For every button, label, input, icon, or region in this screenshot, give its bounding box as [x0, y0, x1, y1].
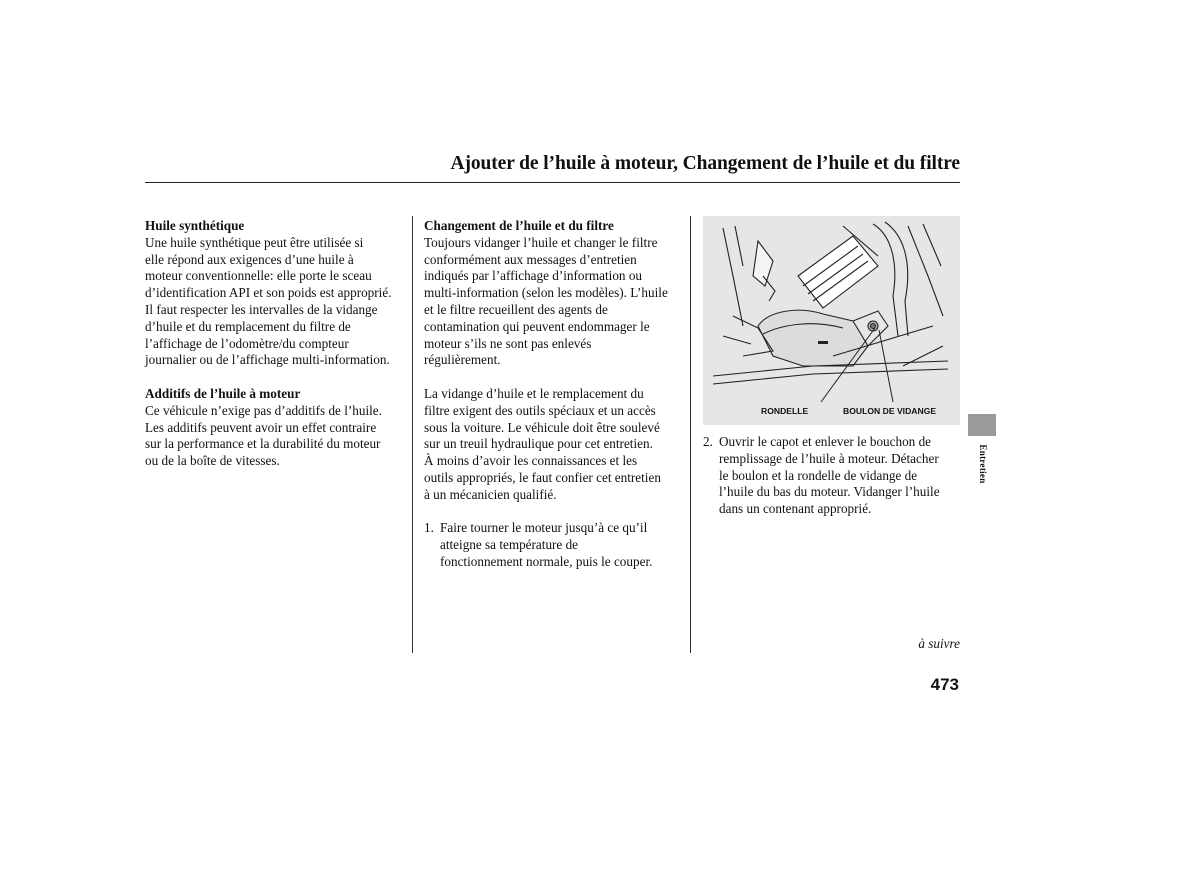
text-line: Les additifs peuvent avoir un effet contraire — [145, 419, 377, 435]
text-line: filtre exigent des outils spéciaux et un accès — [424, 402, 656, 418]
middle-column — [424, 218, 686, 571]
text-line: moteur s’ils ne sont pas enlevés — [424, 335, 592, 351]
oil-change-paragraph-1 — [424, 235, 686, 369]
page-title: Ajouter de l’huile à moteur, Changement de l’huile et du filtre — [450, 153, 960, 174]
drain-bolt-illustration — [703, 216, 960, 425]
text-line: conformément aux messages d’entretien — [424, 251, 637, 267]
text-line: multi-information (selon les modèles). L’huile — [424, 285, 668, 301]
step-2 — [703, 434, 959, 518]
text-line: régulièrement. — [424, 352, 501, 368]
text-line: contamination qui peuvent endommager le — [424, 318, 650, 334]
page-number: 473 — [930, 675, 959, 694]
text-line: outils appropriés, le faut confier cet entretien — [424, 469, 661, 485]
column-divider — [412, 216, 413, 653]
engine-underside-drawing — [703, 216, 960, 425]
text-line: fonctionnement normale, puis le couper. — [440, 553, 653, 569]
column-divider — [690, 216, 691, 653]
text-line: indiqués par l’affichage d’information ou — [424, 268, 643, 284]
text-line: La vidange d’huile et le remplacement du — [424, 385, 644, 401]
section-tab — [968, 414, 996, 436]
text-line: à un mécanicien qualifié. — [424, 486, 557, 502]
text-line: elle répond aux exigences d’une huile à — [145, 251, 354, 267]
right-column — [703, 434, 959, 518]
continued-label: à suivre — [918, 636, 960, 651]
text-line: Faire tourner le moteur jusqu’à ce qu’il — [440, 520, 648, 536]
text-line: le boulon et la rondelle de vidange de — [719, 467, 918, 483]
text-line: et le filtre recueillent des agents de — [424, 301, 608, 317]
text-line: remplissage de l’huile à moteur. Détacher — [719, 450, 939, 466]
text-line: Une huile synthétique peut être utilisée si — [145, 234, 364, 250]
additives-heading: Additifs de l’huile à moteur — [145, 385, 301, 401]
section-label: Entretien — [978, 444, 988, 484]
additives-paragraph — [145, 403, 407, 470]
text-line: journalier ou de l’affichage multi-information. — [145, 352, 390, 368]
oil-change-paragraph-2 — [424, 386, 686, 504]
title-rule — [145, 182, 960, 183]
synthetic-oil-heading: Huile synthétique — [145, 218, 245, 233]
text-line: moteur conventionnelle: elle porte le sceau — [145, 268, 372, 284]
text-line: sur un treuil hydraulique pour cet entretien. — [424, 436, 653, 452]
text-line: atteigne sa température de — [440, 537, 579, 553]
washer-label: RONDELLE — [761, 406, 809, 416]
step-number: 2. — [703, 434, 713, 449]
text-line: sous la voiture. Le véhicule doit être soulevé — [424, 419, 660, 435]
left-column — [145, 218, 407, 470]
text-line: ou de la boîte de vitesses. — [145, 453, 280, 469]
text-line: Ce véhicule n’exige pas d’additifs de l’huile. — [145, 402, 382, 418]
text-line: d’identification API et son poids est approprié. — [145, 285, 392, 301]
step-number: 1. — [424, 520, 434, 536]
text-line: sur la performance et la durabilité du moteur — [145, 436, 381, 452]
text-line: l’affichage de l’odomètre/du compteur — [145, 335, 349, 351]
text-line: d’huile et du remplacement du filtre de — [145, 318, 351, 334]
oil-change-heading: Changement de l’huile et du filtre — [424, 218, 614, 233]
drain-bolt-label: BOULON DE VIDANGE — [843, 406, 937, 416]
text-line: Il faut respecter les intervalles de la vidange — [145, 301, 378, 317]
synthetic-oil-paragraph — [145, 235, 407, 369]
step-1 — [424, 520, 686, 570]
text-line: Toujours vidanger l’huile et changer le filtre — [424, 234, 658, 250]
text-line: dans un contenant approprié. — [719, 501, 872, 517]
text-line: l’huile du bas du moteur. Vidanger l’huile — [719, 484, 940, 500]
text-line: Ouvrir le capot et enlever le bouchon de — [719, 434, 932, 449]
text-line: À moins d’avoir les connaissances et les — [424, 453, 638, 469]
